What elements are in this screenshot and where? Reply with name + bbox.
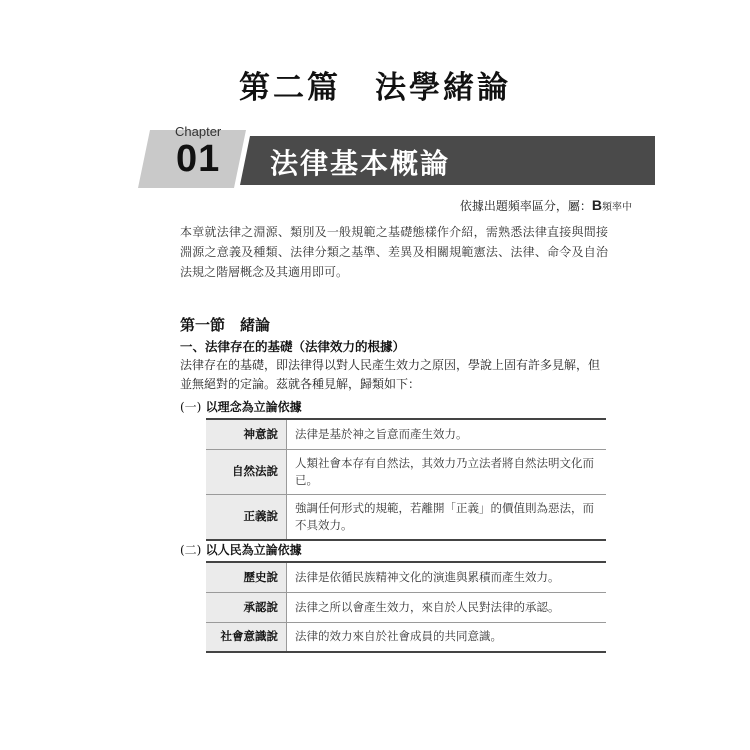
frequency-grade: B xyxy=(591,197,602,213)
desc-cell: 法律之所以會產生效力，來自於人民對法律的承認。 xyxy=(287,592,607,622)
list-title-1: 以理念為立論依據 xyxy=(205,400,302,414)
term-cell: 社會意識說 xyxy=(206,622,287,652)
desc-cell: 強調任何形式的規範，若離開「正義」的價值則為惡法，而不具效力。 xyxy=(287,494,607,540)
frequency-suffix: 頻率中 xyxy=(602,202,632,213)
desc-cell: 法律的效力來自於社會成員的共同意識。 xyxy=(287,622,607,652)
chapter-intro: 本章就法律之淵源、類別及一般規範之基礎態樣作介紹，需熟悉法律直接與間接淵源之意義及種類、法律分類之基準、差異及相關規範憲法、法律、命令及自治法規之階層概念及其適用即可。 xyxy=(180,225,608,279)
definition-table-1 xyxy=(206,418,606,541)
desc-cell: 法律是依循民族精神文化的演進與累積而產生效力。 xyxy=(287,562,607,592)
desc-cell: 人類社會本存有自然法，其效力乃立法者將自然法明文化而已。 xyxy=(287,449,607,494)
body-paragraph: 法律存在的基礎，即法律得以對人民產生效力之原因，學說上固有許多見解，但並無絕對的定論。茲就各種見解，歸類如下： xyxy=(180,358,601,391)
term-cell: 承認說 xyxy=(206,592,287,622)
term-cell: 正義說 xyxy=(206,494,287,540)
table-row xyxy=(206,592,606,622)
part-name: 法學緒論 xyxy=(375,70,511,106)
list-title-2: 以人民為立論依據 xyxy=(205,543,302,557)
term-cell: 神意說 xyxy=(206,419,287,449)
table-row xyxy=(206,449,606,494)
table-row xyxy=(206,494,606,540)
table-row xyxy=(206,562,606,592)
chapter-number: 01 xyxy=(176,138,221,180)
part-label: 第二篇 xyxy=(239,70,341,106)
term-cell: 自然法說 xyxy=(206,449,287,494)
frequency-prefix: 依據出題頻率區分，屬： xyxy=(459,199,592,213)
section-title: 第一節 緒論 xyxy=(180,316,271,334)
list-heading-1 xyxy=(180,398,302,415)
part-title xyxy=(0,62,750,107)
list-number-2: (二) xyxy=(180,543,202,557)
table-row xyxy=(206,419,606,449)
term-cell: 歷史說 xyxy=(206,562,287,592)
chapter-word: Chapter xyxy=(175,124,222,139)
frequency-note xyxy=(460,197,632,214)
chapter-title: 法律基本概論 xyxy=(270,147,451,180)
definition-table-2 xyxy=(206,561,606,653)
table-row xyxy=(206,622,606,652)
subsection-title: 一、法律存在的基礎（法律效力的根據） xyxy=(180,339,406,354)
desc-cell: 法律是基於神之旨意而產生效力。 xyxy=(287,419,607,449)
list-heading-2 xyxy=(180,541,302,558)
list-number-1: (一) xyxy=(180,400,202,414)
